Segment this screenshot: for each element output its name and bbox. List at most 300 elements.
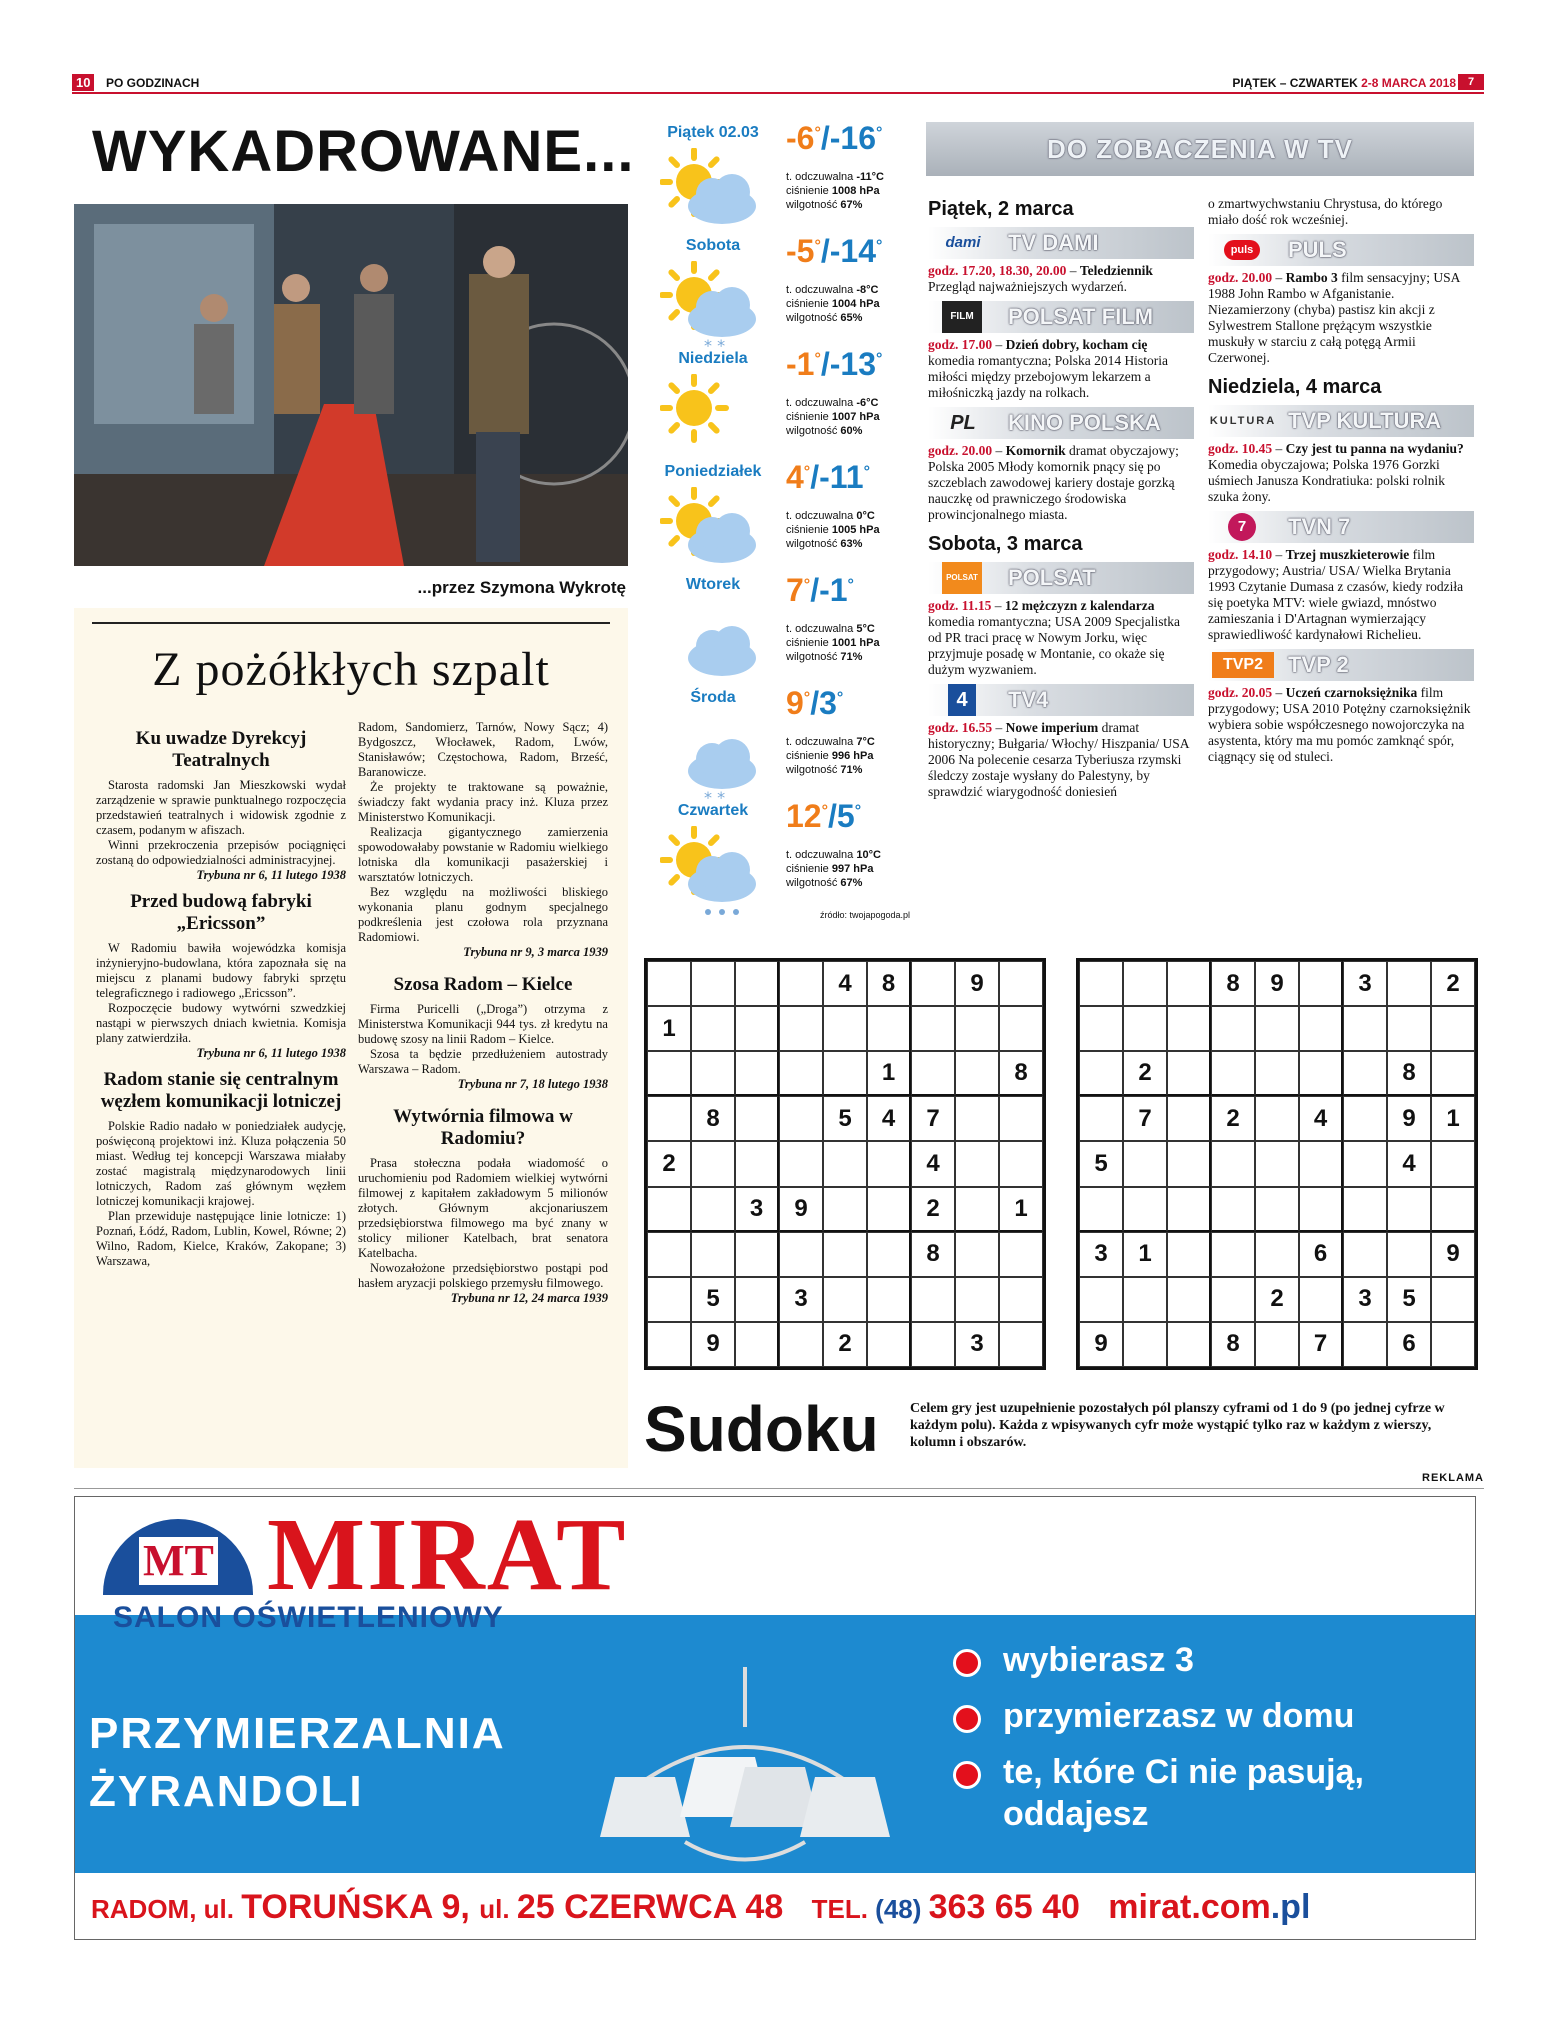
sudoku-cell[interactable]: 5: [1079, 1141, 1123, 1186]
newspaper-logo: 7: [1458, 74, 1484, 90]
tv-listing: godz. 17.20, 18.30, 20.00 – Teledziennik Przegląd najważniejszych wydarzeń.: [928, 263, 1153, 294]
sudoku-cell[interactable]: [1167, 1322, 1211, 1367]
issue-date: PIĄTEK – CZWARTEK 2-8 MARCA 2018: [1232, 76, 1456, 90]
svg-text:* *: * *: [704, 788, 726, 807]
sudoku-cell[interactable]: 1: [647, 1006, 691, 1051]
sudoku-cell[interactable]: 7: [911, 1096, 955, 1141]
sudoku-cell[interactable]: [1211, 1006, 1255, 1051]
sudoku-cell[interactable]: [1167, 1006, 1211, 1051]
sudoku-cell[interactable]: 8: [1387, 1051, 1431, 1096]
sudoku-cell[interactable]: [1343, 1187, 1387, 1232]
sudoku-cell[interactable]: [735, 961, 779, 1006]
sudoku-cell[interactable]: 2: [1255, 1277, 1299, 1322]
channel-logo: 4: [948, 684, 976, 716]
sudoku-cell[interactable]: [1167, 961, 1211, 1006]
weather-day: [648, 683, 910, 807]
sudoku-cell[interactable]: 2: [1431, 961, 1475, 1006]
weather-details: t. odczuwalna 10°C ciśnienie 997 hPa wilgotność 67%: [786, 849, 881, 889]
article-text: W Radomiu bawiła wojewódzka komisja inżynieryjno-budowlana, która zapoznała się na miejscu z planami budowy fabryki sprzętu telegraficznego i radiowego „Ericsson”.: [96, 941, 346, 1000]
sudoku-cell[interactable]: [823, 1277, 867, 1322]
address-street-2: 25 CZERWCA 48: [516, 1888, 784, 1926]
weather-details: t. odczuwalna -8°C ciśnienie 1004 hPa wilgotność 65%: [786, 284, 880, 324]
sudoku-cell[interactable]: [1299, 1006, 1343, 1051]
sudoku-cell[interactable]: [1431, 1006, 1475, 1051]
sudoku-cell[interactable]: [1431, 1187, 1475, 1232]
address-city: RADOM,: [91, 1894, 204, 1924]
channel-name: POLSAT FILM: [1008, 304, 1154, 329]
tv-listing: godz. 20.00 – Komornik dramat obyczajowy; Polska 2005 Młody komornik pnący się po szczeblach zawodowej kariery dostaje gorzką nauczkę od prawniczego środowiska prowincjonalnego miasta.: [928, 443, 1179, 522]
sudoku-cell[interactable]: [1255, 1187, 1299, 1232]
tv-section-title: DO ZOBACZENIA W TV: [1047, 134, 1353, 164]
sudoku-cell[interactable]: [1431, 1141, 1475, 1186]
article-text: Rozpoczęcie budowy wytwórni szwedzkiej nastąpi w pierwszych dniach kwietnia. Komisja plany zatwierdziła.: [96, 1001, 346, 1045]
sudoku-cell[interactable]: [911, 961, 955, 1006]
weather-day-name: Środa: [690, 689, 736, 706]
sudoku-cell[interactable]: [911, 1051, 955, 1096]
sudoku-cell[interactable]: 1: [867, 1051, 911, 1096]
sudoku-cell[interactable]: [691, 1006, 735, 1051]
sudoku-cell[interactable]: [955, 1006, 999, 1051]
sudoku-cell[interactable]: [1343, 1232, 1387, 1277]
photo-illustration: [74, 204, 628, 566]
sudoku-cell[interactable]: [647, 1277, 691, 1322]
channel-name: TV DAMI: [1008, 230, 1099, 255]
sudoku-cell[interactable]: 3: [1079, 1232, 1123, 1277]
sudoku-cell[interactable]: [691, 961, 735, 1006]
channel-name: PULS: [1288, 237, 1347, 262]
sudoku-cell[interactable]: [867, 1187, 911, 1232]
temperature: 7°/-1°: [786, 572, 854, 608]
wykadrowane-title: WYKADROWANE...: [92, 119, 635, 184]
tv-listing: godz. 20.00 – Rambo 3 film sensacyjny; USA 1988 John Rambo w Afganistanie. Niezamierzony (chyba) pastisz kin akcji z Sylwestrem Stallone prężącym wszystkie muskuły w starciu z całą potęgą Armii Czerwonej.: [1208, 270, 1460, 365]
sudoku-cell[interactable]: [955, 1232, 999, 1277]
sudoku-cell[interactable]: [999, 1232, 1043, 1277]
sudoku-cell[interactable]: [823, 1051, 867, 1096]
weather-details: t. odczuwalna -6°C ciśnienie 1007 hPa wilgotność 60%: [786, 397, 880, 437]
article-text: Winni przekroczenia przepisów pociągnięci zostaną do odpowiedzialności administracyjnej.: [96, 838, 346, 867]
weather-day-name: Piątek 02.03: [667, 124, 759, 141]
sudoku-cell[interactable]: 8: [691, 1096, 735, 1141]
sudoku-cell[interactable]: 3: [779, 1277, 823, 1322]
sudoku-cell[interactable]: [1255, 1322, 1299, 1367]
sudoku-cell[interactable]: 8: [1211, 1322, 1255, 1367]
address-street-1: TORUŃSKA 9,: [241, 1888, 480, 1926]
tv-column-2: [1208, 196, 1474, 765]
ad-headline-1: PRZYMIERZALNIA: [89, 1709, 506, 1758]
channel-tv4: [928, 684, 1194, 716]
article-text: Że projekty te traktowane są poważnie, świadczy fakt wydania pracy inż. Kluza przez Ministerstwo Komunikacji.: [358, 780, 608, 824]
sudoku-cell[interactable]: [1431, 1051, 1475, 1096]
sudoku-cell[interactable]: 7: [1299, 1322, 1343, 1367]
channel-logo: PL: [950, 412, 976, 434]
benefit-item: przymierzasz w domu: [945, 1695, 1465, 1737]
sudoku-cell[interactable]: [1211, 1277, 1255, 1322]
benefit-item: wybierasz 3: [945, 1639, 1465, 1681]
sudoku-cell[interactable]: [911, 1006, 955, 1051]
sudoku-cell[interactable]: [1343, 1096, 1387, 1141]
sudoku-cell[interactable]: [823, 1187, 867, 1232]
sudoku-cell[interactable]: 8: [1211, 961, 1255, 1006]
channel-polsat-film: [928, 301, 1194, 333]
sudoku-cell[interactable]: [779, 1141, 823, 1186]
tv-day-heading: Sobota, 3 marca: [928, 533, 1083, 555]
sudoku-cell[interactable]: 4: [823, 961, 867, 1006]
sudoku-cell[interactable]: [1123, 1277, 1167, 1322]
sudoku-cell[interactable]: 1: [1431, 1096, 1475, 1141]
weather-day-name: Wtorek: [685, 576, 741, 593]
sudoku-cell[interactable]: 9: [1431, 1232, 1475, 1277]
mirat-advertisement[interactable]: [74, 1496, 1476, 1940]
sudoku-title: Sudoku: [644, 1393, 879, 1465]
sudoku-cell[interactable]: 9: [691, 1322, 735, 1367]
sudoku-cell[interactable]: [1387, 1232, 1431, 1277]
temperature: -6°/-16°: [786, 120, 883, 156]
article-text: Szosa ta będzie przedłużeniem autostrady Warszawa – Radom.: [358, 1047, 608, 1076]
channel-name: TV4: [1008, 687, 1049, 712]
section-name: PO GODZINACH: [106, 76, 200, 90]
sudoku-cell[interactable]: [1255, 1051, 1299, 1096]
ad-headline-2: ŻYRANDOLI: [89, 1767, 364, 1816]
temperature: 9°/3°: [786, 685, 844, 721]
sudoku-cell[interactable]: 8: [911, 1232, 955, 1277]
weather-day: [648, 231, 910, 355]
sudoku-cell[interactable]: [1167, 1141, 1211, 1186]
sudoku-cell[interactable]: [1431, 1322, 1475, 1367]
tv-listing: godz. 10.45 – Czy jest tu panna na wydaniu? Komedia obyczajowa; Polska 1976 Gorzki uśmiech Janusza Kondratiuka: polski rolnik szuka żony.: [1208, 441, 1464, 504]
article-source: Trybuna nr 12, 24 marca 1939: [450, 1291, 608, 1305]
sudoku-cell[interactable]: 3: [1343, 1277, 1387, 1322]
sudoku-cell[interactable]: [1387, 961, 1431, 1006]
sudoku-cell[interactable]: [1343, 1006, 1387, 1051]
sudoku-cell[interactable]: [867, 1277, 911, 1322]
article-title: Radom stanie się centralnym węzłem komunikacji lotniczej: [100, 1069, 342, 1112]
weather-day: [648, 118, 910, 230]
sudoku-cell[interactable]: 8: [999, 1051, 1043, 1096]
sudoku-cell[interactable]: 9: [1387, 1096, 1431, 1141]
channel-name: TVP 2: [1288, 652, 1349, 677]
page-number: 10: [72, 74, 94, 91]
sudoku-cell[interactable]: [1431, 1277, 1475, 1322]
sudoku-cell[interactable]: [779, 1051, 823, 1096]
sudoku-cell[interactable]: [955, 1141, 999, 1186]
sudoku-cell[interactable]: [1167, 1051, 1211, 1096]
page-header: [72, 74, 1484, 94]
sudoku-cell[interactable]: 2: [1123, 1051, 1167, 1096]
tv-listing: godz. 16.55 – Nowe imperium dramat historyczny; Bułgaria/ Włochy/ Hiszpania/ USA 2006 Na polecenie cesarza Tyberiusza rzymski śledczy zostaje wysłany do Palestyny, by sprawdzić wiarygodność doniesień: [928, 720, 1189, 799]
sudoku-grid-2: [1076, 958, 1478, 1370]
sudoku-cell[interactable]: 5: [691, 1277, 735, 1322]
sudoku-cell[interactable]: 4: [1299, 1096, 1343, 1141]
logo-letters: MT: [139, 1537, 218, 1585]
temperature: 12°/5°: [786, 798, 862, 834]
temperature: -5°/-14°: [786, 233, 883, 269]
sudoku-cell[interactable]: [1123, 961, 1167, 1006]
photo-credit: ...przez Szymona Wykrotę: [417, 578, 626, 597]
channel-puls: [1208, 234, 1474, 266]
sudoku-cell[interactable]: 4: [867, 1096, 911, 1141]
channel-name: TVP KULTURA: [1288, 408, 1442, 433]
sudoku-cell[interactable]: 9: [1079, 1322, 1123, 1367]
weather-day-name: Sobota: [685, 237, 741, 254]
channel-kino-polska: [928, 407, 1194, 439]
article-text: Plan przewiduje następujące linie lotnicze: 1) Poznań, Łódź, Radom, Lublin, Kowel, Równe; 2) Wilno, Radom, Kielce, Kraków, Zakopane; 3) Warszawa,: [96, 1209, 346, 1268]
sudoku-cell[interactable]: [1343, 1051, 1387, 1096]
sudoku-cell[interactable]: [735, 1322, 779, 1367]
sudoku-cell[interactable]: 3: [955, 1322, 999, 1367]
sudoku-cell[interactable]: [1299, 1051, 1343, 1096]
channel-polsat: [928, 562, 1194, 594]
sun-rain-icon: [660, 826, 770, 926]
article-text: Polskie Radio nadało w poniedziałek audycję, poświęconą projektowi inż. Kluza połączenia 50 miast. Według tej koncepcji Warszawa miałaby zostać magistralą międzynarodowych linii lotniczych, Radom zaś głównym węzłem lotniczej komunikacji krajowej.: [96, 1119, 346, 1208]
channel-logo: POLSAT: [942, 562, 982, 594]
sudoku-cell[interactable]: [647, 961, 691, 1006]
sudoku-cell[interactable]: [735, 1141, 779, 1186]
channel-logo: 7: [1228, 513, 1256, 541]
tv-listing: godz. 17.00 – Dzień dobry, kocham cię komedia romantyczna; Polska 2014 Historia miłości między przebojowym lekarzem a miłośniczką jazdy na rolkach.: [928, 337, 1168, 400]
sudoku-cell[interactable]: [1079, 1051, 1123, 1096]
weather-details: t. odczuwalna 0°C ciśnienie 1005 hPa wilgotność 63%: [786, 510, 880, 550]
sudoku-cell[interactable]: 1: [1123, 1232, 1167, 1277]
sudoku-cell[interactable]: [779, 961, 823, 1006]
tv-listing: godz. 20.05 – Uczeń czarnoksiężnika film przygodowy; USA 2010 Potężny czarnoksiężnik wybiera sobie współczesnego nowojorczyka na asystenta, który ma mu pomóc zamknąć spór, ciągnący się od stuleci.: [1208, 685, 1471, 764]
ad-contact-line: RADOM, ul. TORUŃSKA 9, ul. 25 CZERWCA 48 TEL. (48) 363 65 40 mirat.com.pl: [75, 1873, 1476, 1940]
channel-logo: TVP2: [1212, 652, 1274, 678]
weather-details: t. odczuwalna -11°C ciśnienie 1008 hPa wilgotność 67%: [786, 171, 884, 211]
article-text: Realizacja gigantycznego zamierzenia spowodowałaby powstanie w Radomiu wielkiego lotniska dla komunikacji pasażerskiej i warsztatów lotniczych.: [358, 825, 608, 884]
sudoku-cell[interactable]: 2: [647, 1141, 691, 1186]
sudoku-cell[interactable]: [735, 1277, 779, 1322]
old-papers-title: Z pożółkłych szpalt: [152, 643, 550, 696]
column-right: [358, 720, 608, 1312]
sudoku-cell[interactable]: [1079, 1277, 1123, 1322]
sudoku-cell[interactable]: [1167, 1232, 1211, 1277]
sudoku-cell[interactable]: [1123, 1141, 1167, 1186]
channel-logo: FILM: [942, 301, 982, 333]
sudoku-cell[interactable]: 3: [1343, 961, 1387, 1006]
weather-source: źródło: twojapogoda.pl: [820, 910, 911, 920]
sudoku-cell[interactable]: [1211, 1187, 1255, 1232]
sudoku-instructions: Celem gry jest uzupełnienie pozostałych pól planszy cyframi od 1 do 9 (po jednej cyfrze w każdym polu). Każda z wpisywanych cyfr może wystąpić tylko raz w każdym z wierszy, kolumn i obszarów.: [910, 1401, 1445, 1450]
sudoku-cell[interactable]: [1211, 1232, 1255, 1277]
sudoku-cell[interactable]: [779, 1322, 823, 1367]
tv-listing: godz. 14.10 – Trzej muszkieterowie film przygodowy; Austria/ USA/ Wielka Brytania 1993 Czytanie Dumasa z czasów, kiedy rodziła się poetyka MTV: wiele gwiazd, mnóstwo zamieszania i D'Artagnan wymierzający sprawiedliwość kardynałowi Richelieu.: [1208, 547, 1464, 642]
sudoku-cell[interactable]: [911, 1277, 955, 1322]
sudoku-cell[interactable]: [647, 1187, 691, 1232]
old-papers-section: [74, 608, 628, 1468]
sudoku-cell[interactable]: [867, 1232, 911, 1277]
weather-day: [648, 796, 910, 908]
sudoku-cell[interactable]: [1123, 1006, 1167, 1051]
article-text: Nowozałożone przedsiębiorstwo postąpi pod hasłem aryzacji polskiego przemysłu filmowego.: [358, 1261, 608, 1290]
article-title: Przed budową fabryki „Ericsson”: [130, 891, 312, 934]
sudoku-cell[interactable]: [691, 1141, 735, 1186]
sudoku-cell[interactable]: [691, 1051, 735, 1096]
sudoku-cell[interactable]: [647, 1232, 691, 1277]
sudoku-cell[interactable]: [1079, 961, 1123, 1006]
sudoku-cell[interactable]: [999, 1277, 1043, 1322]
sudoku-cell[interactable]: [1255, 1141, 1299, 1186]
channel-tv-dami: [928, 227, 1194, 259]
sudoku-cell[interactable]: [1167, 1096, 1211, 1141]
sudoku-cell[interactable]: [1123, 1187, 1167, 1232]
channel-logo: dami: [945, 234, 981, 251]
sudoku-cell[interactable]: [955, 1187, 999, 1232]
sudoku-cell[interactable]: 6: [1387, 1322, 1431, 1367]
sudoku-cell[interactable]: 4: [911, 1141, 955, 1186]
sudoku-cell[interactable]: [779, 1006, 823, 1051]
sudoku-cell[interactable]: [1079, 1187, 1123, 1232]
website-link[interactable]: mirat.com.pl: [1108, 1888, 1311, 1926]
advertisement-label: REKLAMA: [1422, 1472, 1484, 1484]
sudoku-cell[interactable]: 6: [1299, 1232, 1343, 1277]
article-title: Ku uwadze Dyrekcyj Teatralnych: [135, 728, 307, 771]
brand-subtitle: SALON OŚWIETLENIOWY: [113, 1601, 504, 1634]
article-title: Szosa Radom – Kielce: [393, 974, 573, 995]
weather-day: [648, 570, 910, 682]
sudoku-cell[interactable]: 9: [1255, 961, 1299, 1006]
article-text: Radom, Sandomierz, Tarnów, Nowy Sącz; 4) Bydgoszcz, Włocławek, Radom, Lwów, Stanisławów; Częstochowa, Radom, Brześć, Baranowicze.: [358, 720, 608, 779]
sudoku-cell[interactable]: [911, 1322, 955, 1367]
tv-day-heading: Piątek, 2 marca: [928, 198, 1074, 220]
phone-label: TEL.: [811, 1894, 876, 1924]
sudoku-cell[interactable]: [1299, 1277, 1343, 1322]
sudoku-cell[interactable]: [999, 1096, 1043, 1141]
sudoku-cell[interactable]: 2: [1211, 1096, 1255, 1141]
channel-logo: puls: [1224, 240, 1260, 260]
channel-tvp-kultura: [1208, 405, 1474, 437]
weather-day-name: Czwartek: [677, 802, 749, 819]
sudoku-cell[interactable]: 1: [999, 1187, 1043, 1232]
sudoku-cell[interactable]: [1343, 1141, 1387, 1186]
sudoku-cell[interactable]: [1299, 1187, 1343, 1232]
sudoku-cell[interactable]: [1343, 1322, 1387, 1367]
sudoku-cell[interactable]: [647, 1322, 691, 1367]
sudoku-cell[interactable]: [823, 1232, 867, 1277]
channel-tvn7: [1208, 511, 1474, 543]
channel-logo: KULTURA: [1209, 415, 1277, 427]
channel-name: KINO POLSKA: [1008, 410, 1161, 435]
weather-details: t. odczuwalna 7°C ciśnienie 996 hPa wilgotność 71%: [786, 736, 875, 776]
sudoku-cell[interactable]: [779, 1096, 823, 1141]
sudoku-cell[interactable]: [647, 1096, 691, 1141]
sudoku-cell[interactable]: [867, 1141, 911, 1186]
weather-day-name: Poniedziałek: [664, 463, 762, 480]
sudoku-cell[interactable]: [1299, 961, 1343, 1006]
tv-listing-continued: o zmartwychwstaniu Chrystusa, do którego miało dość rok wcześniej.: [1208, 196, 1443, 227]
sudoku-cell[interactable]: [955, 1096, 999, 1141]
sudoku-cell[interactable]: [1255, 1232, 1299, 1277]
article-source: Trybuna nr 7, 18 lutego 1938: [457, 1077, 608, 1091]
sudoku-cell[interactable]: 7: [1123, 1096, 1167, 1141]
brand-name: MIRAT: [267, 1497, 628, 1612]
sudoku-cell[interactable]: 5: [1387, 1277, 1431, 1322]
sudoku-cell[interactable]: [735, 1006, 779, 1051]
weather-day: [648, 457, 910, 569]
tv-day-heading: Niedziela, 4 marca: [1208, 376, 1382, 398]
benefit-item: te, które Ci nie pasują, oddajesz: [945, 1751, 1465, 1835]
phone-number[interactable]: 363 65 40: [928, 1888, 1080, 1926]
temperature: -1°/-13°: [786, 346, 883, 382]
sudoku-cell[interactable]: 5: [823, 1096, 867, 1141]
top-rule: [92, 622, 610, 624]
sudoku-cell[interactable]: [1079, 1096, 1123, 1141]
sudoku-cell[interactable]: [999, 1322, 1043, 1367]
sudoku-cell[interactable]: 2: [823, 1322, 867, 1367]
temperature: 4°/-11°: [786, 459, 870, 495]
sudoku-cell[interactable]: [867, 1322, 911, 1367]
sudoku-cell[interactable]: [999, 1006, 1043, 1051]
sudoku-cell[interactable]: [999, 961, 1043, 1006]
sudoku-cell[interactable]: [999, 1141, 1043, 1186]
sudoku-cell[interactable]: [1255, 1006, 1299, 1051]
sudoku-cell[interactable]: 3: [735, 1187, 779, 1232]
article-source: Trybuna nr 9, 3 marca 1939: [463, 945, 608, 959]
sudoku-cell[interactable]: [823, 1006, 867, 1051]
sudoku-cell[interactable]: [1299, 1141, 1343, 1186]
sudoku-cell[interactable]: [1211, 1141, 1255, 1186]
sudoku-cell[interactable]: [823, 1141, 867, 1186]
article-source: Trybuna nr 6, 11 lutego 1938: [196, 868, 346, 882]
sudoku-cell[interactable]: [1387, 1006, 1431, 1051]
sudoku-cell[interactable]: 2: [911, 1187, 955, 1232]
sudoku-cell[interactable]: [647, 1051, 691, 1096]
svg-text:* *: * *: [704, 336, 726, 355]
sudoku-cell[interactable]: 4: [1387, 1141, 1431, 1186]
sudoku-cell[interactable]: [1123, 1322, 1167, 1367]
tv-listing: godz. 11.15 – 12 mężczyzn z kalendarza komedia romantyczna; USA 2009 Specjalistka od PR traci pracę w Nowym Jorku, więc przyjmuje posadę w Montanie, co okaże się dużym wyzwaniem.: [928, 598, 1180, 677]
sudoku-cell[interactable]: [1079, 1006, 1123, 1051]
sudoku-cell[interactable]: [955, 1277, 999, 1322]
article-text: Starosta radomski Jan Mieszkowski wydał zarządzenie w sprawie punktualnego rozpoczęcia przedstawień teatralnych i widowisk zgodnie z czasem, podanym w afiszach.: [96, 778, 346, 837]
sudoku-cell[interactable]: [867, 1006, 911, 1051]
sudoku-cell[interactable]: [955, 1051, 999, 1096]
weather-day-name: Niedziela: [678, 350, 748, 367]
ad-benefits-list: [945, 1639, 1465, 1849]
article-text: Firma Puricelli („Droga”) otrzyma z Ministerstwa Komunikacji 944 tys. zł kredytu na budowę szosy na linii Radom – Kielce.: [358, 1002, 608, 1046]
chandelier-icon: [595, 1667, 895, 1877]
sudoku-cell[interactable]: 9: [779, 1187, 823, 1232]
article-source: Trybuna nr 6, 11 lutego 1938: [196, 1046, 346, 1060]
sudoku-grid-1: [644, 958, 1046, 1370]
sudoku-cell[interactable]: [779, 1232, 823, 1277]
article-text: Prasa stołeczna podała wiadomość o uruchomieniu pod Radomiem wielkiej wytwórni filmowej z kapitałem zakładowym 5 milionów złotych. Głównym akcjonariuszem przedsiębiorstwa filmowego ma być znany w stolicy milioner Katelbach, brat senatora Katelbacha.: [358, 1156, 608, 1260]
divider: [74, 1488, 1484, 1489]
tv-section-header: [926, 122, 1474, 176]
sudoku-cell[interactable]: 8: [867, 961, 911, 1006]
sudoku-cell[interactable]: [1167, 1187, 1211, 1232]
sudoku-cell[interactable]: [1211, 1051, 1255, 1096]
sudoku-cell[interactable]: 9: [955, 961, 999, 1006]
column-left: [96, 720, 346, 1269]
mirat-logo-mark: [103, 1519, 253, 1595]
article-title: Wytwórnia filmowa w Radomiu?: [393, 1106, 573, 1149]
sudoku-cell[interactable]: [691, 1232, 735, 1277]
sudoku-cell[interactable]: [735, 1232, 779, 1277]
sudoku-cell[interactable]: [1255, 1096, 1299, 1141]
sudoku-cell[interactable]: [1387, 1187, 1431, 1232]
sudoku-cell[interactable]: [735, 1096, 779, 1141]
sudoku-cell[interactable]: [691, 1187, 735, 1232]
article-text: Bez względu na możliwości bliskiego wykonania planu godnym specjalnego podkreślenia jest czołowa rola przyznana Radomiowi.: [358, 885, 608, 944]
channel-name: POLSAT: [1008, 565, 1096, 590]
tv-column-1: [928, 196, 1194, 800]
sudoku-cell[interactable]: [1167, 1277, 1211, 1322]
channel-name: TVN 7: [1288, 514, 1351, 539]
channel-tvp2: [1208, 649, 1474, 681]
weather-details: t. odczuwalna 5°C ciśnienie 1001 hPa wilgotność 71%: [786, 623, 880, 663]
sudoku-cell[interactable]: [735, 1051, 779, 1096]
weather-day: [648, 344, 910, 456]
